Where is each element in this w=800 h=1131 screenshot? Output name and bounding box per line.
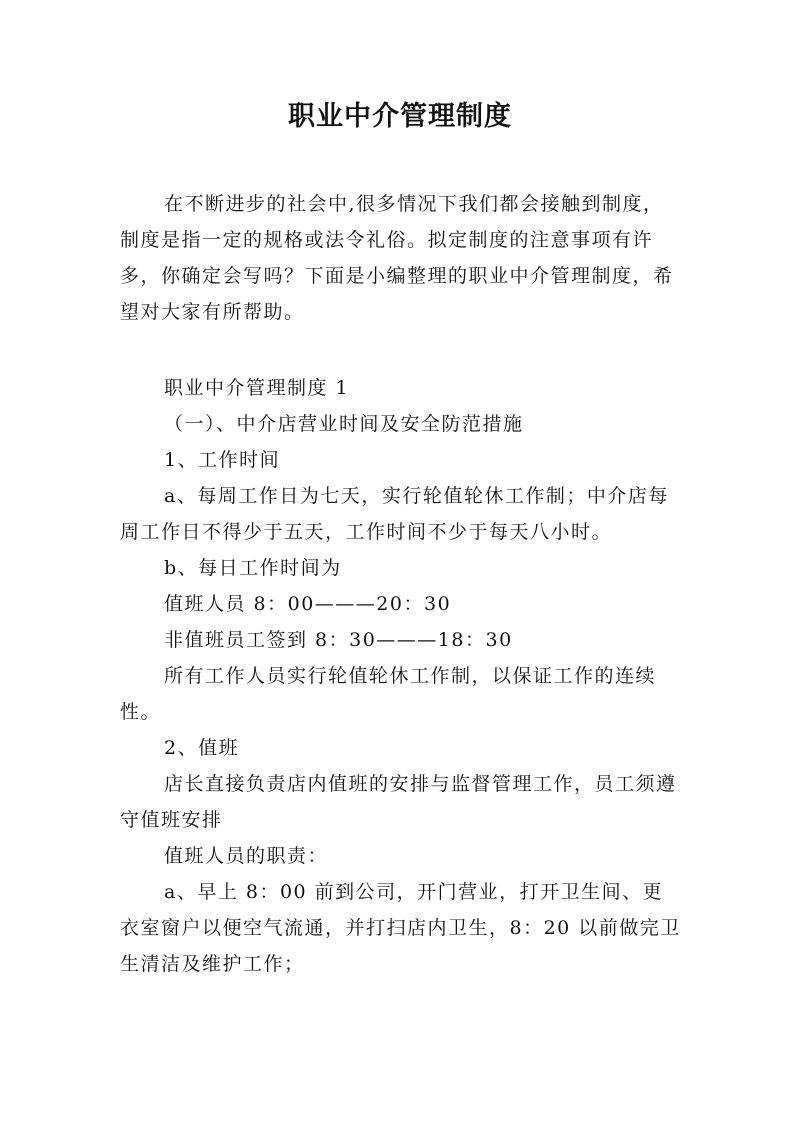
section-heading: 职业中介管理制度 1 [164, 377, 350, 399]
paragraph: 所有工作人员实行轮值轮休工作制，以保证工作的连续性。 [120, 665, 657, 723]
paragraph: a、早上 8：00 前到公司，开门营业，打开卫生间、更衣室窗户以便空气流通，并打扫店内卫生，8：20 以前做完卫生清洁及维护工作； [120, 881, 681, 975]
paragraph: 店长直接负责店内值班的安排与监督管理工作，员工须遵守值班安排 [120, 773, 677, 831]
item-heading: 2、值班 [164, 737, 240, 759]
paragraph: 值班人员 8：00———20：30 [164, 593, 452, 615]
content-section [120, 370, 682, 982]
item-heading: 1、工作时间 [164, 449, 281, 471]
paragraph: 非值班员工签到 8：30———18：30 [164, 629, 513, 651]
paragraph: a、每周工作日为七天，实行轮值轮休工作制；中介店每周工作日不得少于五天，工作时间不少于每天八小时。 [120, 485, 669, 543]
intro-section [120, 186, 682, 330]
paragraph: 值班人员的职责： [164, 845, 329, 867]
intro-paragraph: 在不断进步的社会中,很多情况下我们都会接触到制度，制度是指一定的规格或法令礼俗。拟定制度的注意事项有许多，你确定会写吗？下面是小编整理的职业中介管理制度，希望对大家有所帮助。 [120, 193, 674, 323]
document-title: 职业中介管理制度 [288, 101, 512, 132]
paragraph: b、每日工作时间为 [164, 557, 342, 579]
subsection-heading: （一）、中介店营业时间及安全防范措施 [164, 413, 524, 435]
